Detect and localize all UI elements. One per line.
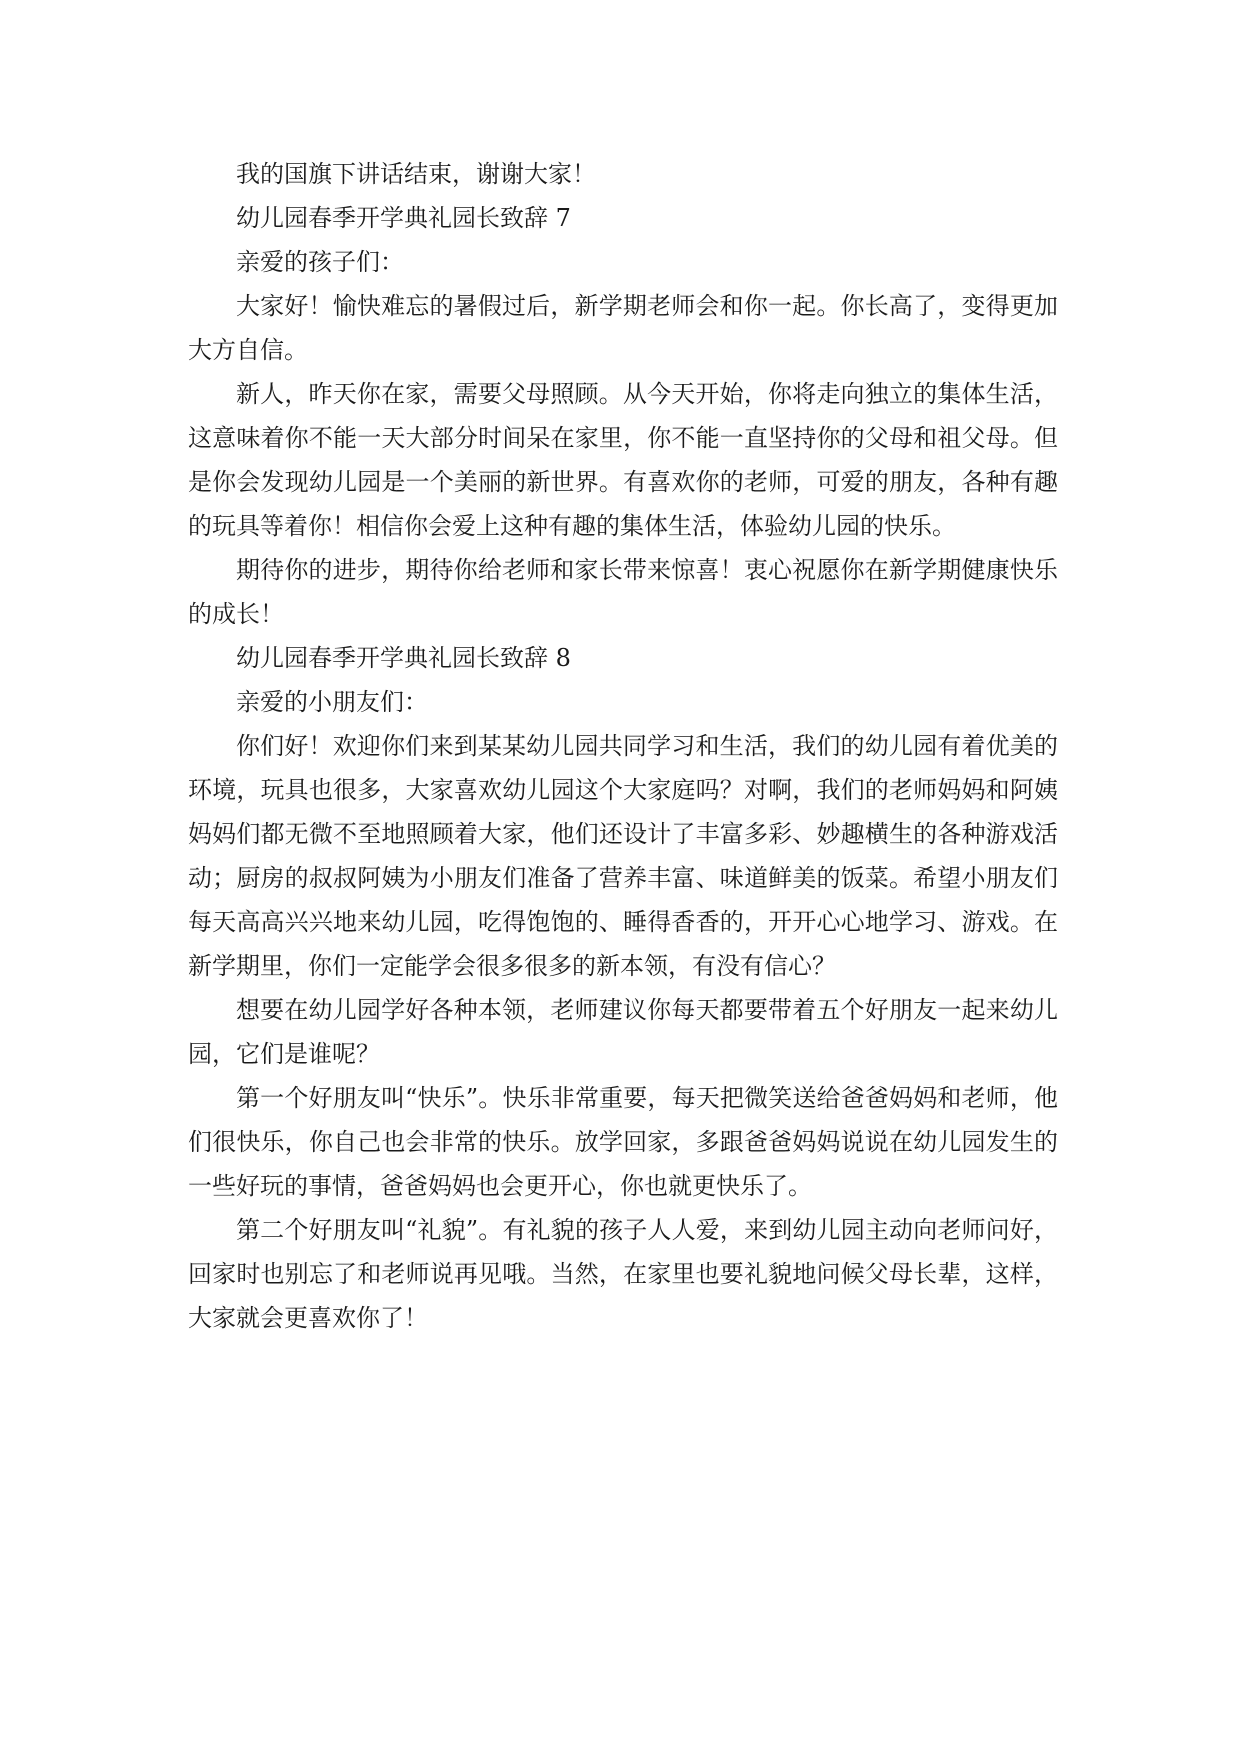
paragraph: 新人，昨天你在家，需要父母照顾。从今天开始，你将走向独立的集体生活，这意味着你不能一天大部分时间呆在家里，你不能一直坚持你的父母和祖父母。但是你会发现幼儿园是一个美丽的新世界。有喜欢你的老师，可爱的朋友，各种有趣的玩具等着你！相信你会爱上这种有趣的集体生活，体验幼儿园的快乐。 [188, 380, 1058, 540]
paragraph: 期待你的进步，期待你给老师和家长带来惊喜！衷心祝愿你在新学期健康快乐的成长！ [188, 556, 1058, 628]
paragraph-speech-end: 我的国旗下讲话结束，谢谢大家！ [236, 160, 596, 188]
paragraph: 第一个好朋友叫“快乐”。快乐非常重要，每天把微笑送给爸爸妈妈和老师，他们很快乐，你自己也会非常的快乐。放学回家，多跟爸爸妈妈说说在幼儿园发生的一些好玩的事情，爸爸妈妈也会更开心，你也就更快乐了。 [188, 1084, 1058, 1200]
document-body [188, 152, 1058, 1340]
section-title-8: 幼儿园春季开学典礼园长致辞 8 [236, 644, 571, 672]
salutation-children: 亲爱的孩子们： [236, 248, 404, 276]
paragraph: 你们好！欢迎你们来到某某幼儿园共同学习和生活，我们的幼儿园有着优美的环境，玩具也很多，大家喜欢幼儿园这个大家庭吗？对啊，我们的老师妈妈和阿姨妈妈们都无微不至地照顾着大家，他们还设计了丰富多彩、妙趣横生的各种游戏活动；厨房的叔叔阿姨为小朋友们准备了营养丰富、味道鲜美的饭菜。希望小朋友们每天高高兴兴地来幼儿园，吃得饱饱的、睡得香香的，开开心心地学习、游戏。在新学期里，你们一定能学会很多很多的新本领，有没有信心？ [188, 732, 1058, 980]
paragraph: 第二个好朋友叫“礼貌”。有礼貌的孩子人人爱，来到幼儿园主动向老师问好，回家时也别忘了和老师说再见哦。当然，在家里也要礼貌地问候父母长辈，这样，大家就会更喜欢你了！ [188, 1216, 1058, 1332]
paragraph: 大家好！愉快难忘的暑假过后，新学期老师会和你一起。你长高了，变得更加大方自信。 [188, 292, 1058, 364]
salutation-little-friends: 亲爱的小朋友们： [236, 688, 428, 716]
paragraph: 想要在幼儿园学好各种本领，老师建议你每天都要带着五个好朋友一起来幼儿园，它们是谁呢？ [188, 996, 1058, 1068]
section-title-7: 幼儿园春季开学典礼园长致辞 7 [236, 204, 571, 232]
